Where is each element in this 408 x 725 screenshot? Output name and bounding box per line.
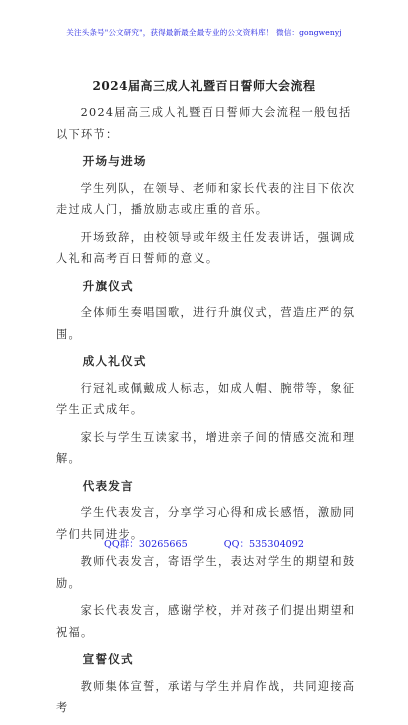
header-ad-banner[interactable]: 关注头条号"公文研究"，获得最新最全最专业的公文资料库！ 微信：gongwenyj [66,28,342,37]
footer-contact [0,536,408,550]
section-paragraph: 开场致辞，由校领导或年级主任发表讲话，强调成人礼和高考百日誓师的意义。 [56,230,356,265]
section-paragraph: 学生列队，在领导、老师和家长代表的注目下依次走过成人门，播放励志或庄重的音乐。 [56,181,356,216]
section-heading-oath: 宣誓仪式 [82,652,134,666]
section-heading-opening: 开场与进场 [82,154,147,168]
section-paragraph: 全体师生奏唱国歌，进行升旗仪式，营造庄严的氛围。 [56,306,356,341]
intro-paragraph: 2024届高三成人礼暨百日誓师大会流程一般包括以下环节： [56,106,352,141]
section-paragraph: 学生代表发言，分享学习心得和成长感悟，激励同学们共同进步。 [56,506,356,541]
document-title: 2024届高三成人礼暨百日誓师大会流程 [92,79,316,93]
qq-group-link[interactable]: QQ群：30265665 [103,539,188,550]
section-paragraph: 教师集体宣誓，承诺与学生并肩作战，共同迎接高考 [56,679,356,714]
section-heading-speeches: 代表发言 [82,478,134,493]
section-heading-coming-of-age: 成人礼仪式 [82,354,147,368]
section-paragraph: 家长代表发言，感谢学校，并对孩子们提出期望和祝福。 [56,604,356,639]
section-heading-flag: 升旗仪式 [82,278,134,293]
section-paragraph: 行冠礼或佩戴成人标志，如成人帽、腕带等，象征学生正式成年。 [56,381,356,416]
section-paragraph: 教师代表发言，寄语学生，表达对学生的期望和鼓励。 [56,555,356,590]
section-paragraph: 家长与学生互读家书，增进亲子间的情感交流和理解。 [56,430,356,465]
qq-contact-link[interactable]: QQ：535304092 [223,539,304,550]
document-body [56,90,356,725]
